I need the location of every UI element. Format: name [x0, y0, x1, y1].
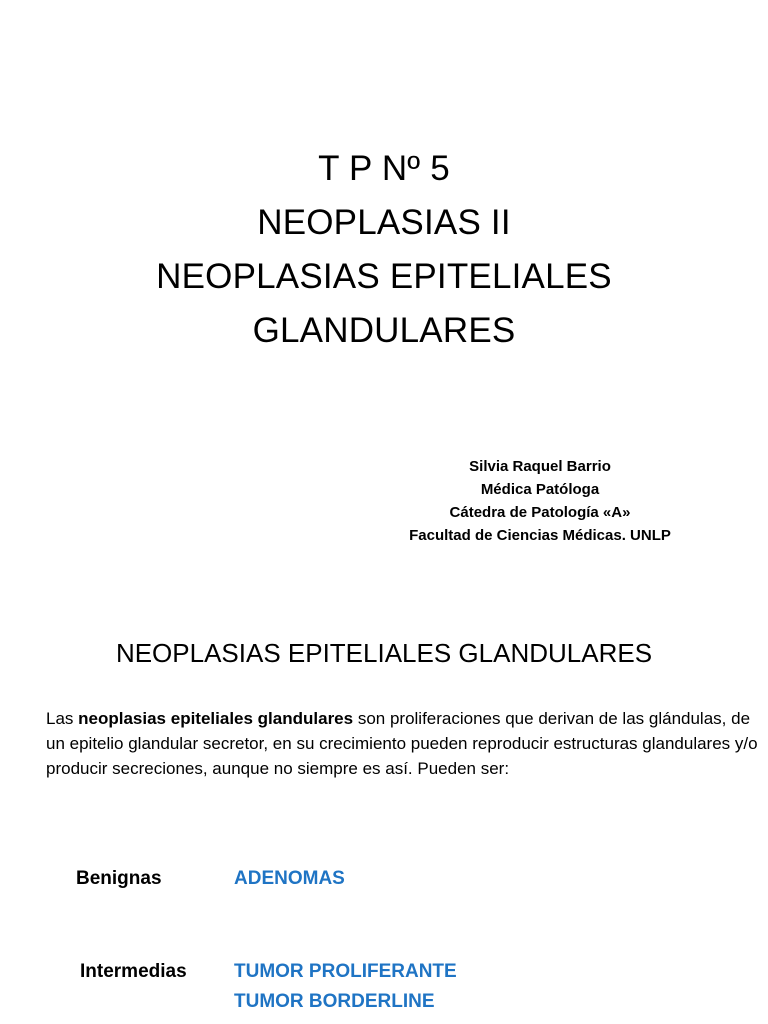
- section-title: NEOPLASIAS EPITELIALES GLANDULARES: [115, 638, 653, 668]
- slide-title: [0, 142, 768, 358]
- title-line-tp: T P Nº 5: [318, 149, 450, 188]
- row-values-benignas: [234, 864, 345, 894]
- intro-paragraph: [46, 706, 758, 781]
- title-line-neoplasias-ii: NEOPLASIAS II: [257, 203, 511, 242]
- row-values-intermedias: [234, 957, 457, 1017]
- author-info: [360, 455, 720, 547]
- author-name: Silvia Raquel Barrio: [469, 458, 611, 475]
- content-slide: [0, 600, 768, 1024]
- row-label-benignas: Benignas: [76, 868, 162, 889]
- row-label-intermedias: Intermedias: [80, 961, 187, 982]
- intro-suffix: son proliferaciones que derivan de las glándulas, de un epitelio glandular secretor, en su crecimiento pueden reproducir estructuras glandulares y/o producir secreciones, aunque no siempre es así. Pueden ser:: [46, 709, 758, 778]
- author-faculty: Facultad de Ciencias Médicas. UNLP: [409, 527, 671, 544]
- intro-bold-term: neoplasias epiteliales glandulares: [78, 709, 354, 728]
- intro-prefix: Las: [46, 709, 79, 728]
- title-line-epiteliales: NEOPLASIAS EPITELIALES: [156, 257, 612, 296]
- row-value-tumor-borderline: TUMOR BORDERLINE: [234, 991, 435, 1012]
- row-value-adenomas: ADENOMAS: [234, 868, 345, 889]
- title-line-glandulares: GLANDULARES: [252, 311, 516, 350]
- row-value-tumor-proliferante: TUMOR PROLIFERANTE: [234, 961, 457, 982]
- author-role: Médica Patóloga: [480, 481, 600, 498]
- author-department: Cátedra de Patología «A»: [449, 504, 631, 521]
